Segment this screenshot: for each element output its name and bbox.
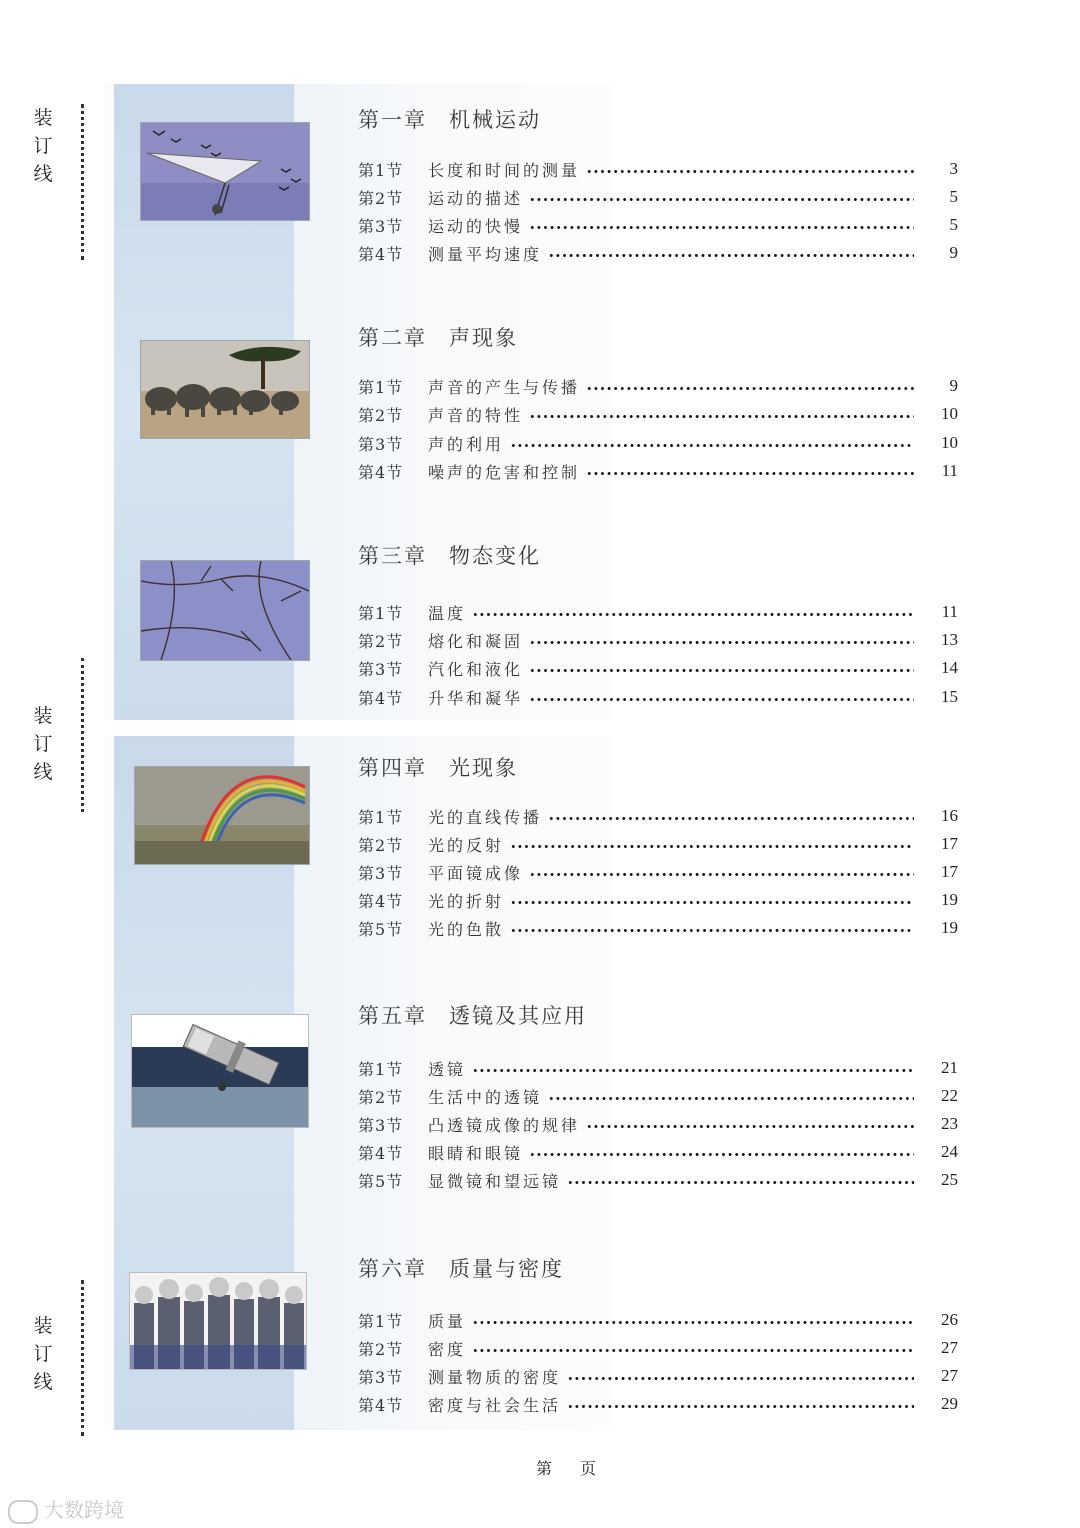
watermark <box>8 1494 124 1524</box>
chapter-heading: 第二章 声现象 <box>358 326 518 350</box>
page-number: 15 <box>941 687 958 706</box>
toc-entry[interactable]: 第3节 测量物质的密度 27 <box>358 1366 958 1387</box>
toc-entry[interactable]: 第4节 噪声的危害和控制 11 <box>358 461 958 482</box>
binding-char: 装 <box>33 705 53 727</box>
toc-entry[interactable]: 第4节 升华和凝华 15 <box>358 687 958 708</box>
toc-entry[interactable]: 第5节 光的色散 19 <box>358 918 958 939</box>
page-number: 27 <box>941 1366 958 1385</box>
chapter-photo-space-telescope <box>131 1014 309 1128</box>
footer-right: 页 <box>580 1459 625 1478</box>
chapter-heading: 第六章 质量与密度 <box>358 1257 564 1281</box>
page-footer <box>536 1456 624 1479</box>
page-number: 27 <box>941 1338 958 1357</box>
chapter-photo-hang-glider <box>140 122 310 221</box>
binding-char: 装 <box>33 1315 53 1337</box>
page-number: 19 <box>941 890 958 909</box>
watermark-text: 大数跨境 <box>44 1498 124 1522</box>
page-number: 11 <box>941 461 958 480</box>
toc-entry[interactable]: 第3节 声的利用 10 <box>358 433 958 454</box>
toc-entry[interactable]: 第2节 熔化和凝固 13 <box>358 630 958 651</box>
toc-entry[interactable]: 第3节 凸透镜成像的规律 23 <box>358 1114 958 1135</box>
binding-char: 线 <box>33 1371 53 1393</box>
toc-entry[interactable]: 第4节 眼睛和眼镜 24 <box>358 1142 958 1163</box>
page-number: 14 <box>941 658 958 677</box>
footer-left: 第 <box>536 1459 581 1478</box>
page-number: 21 <box>941 1058 958 1077</box>
page-number: 17 <box>941 834 958 853</box>
toc-entry[interactable]: 第1节 长度和时间的测量 3 <box>358 159 958 180</box>
chapter-heading: 第五章 透镜及其应用 <box>358 1004 587 1028</box>
toc-entry[interactable]: 第1节 光的直线传播 16 <box>358 806 958 827</box>
page-number: 10 <box>941 404 958 423</box>
toc-entry[interactable]: 第2节 光的反射 17 <box>358 834 958 855</box>
page-number: 22 <box>941 1086 958 1105</box>
page-number: 24 <box>941 1142 958 1161</box>
page-number: 9 <box>949 243 958 262</box>
toc-entry[interactable]: 第3节 平面镜成像 17 <box>358 862 958 883</box>
page-number: 19 <box>941 918 958 937</box>
page-number: 23 <box>941 1114 958 1133</box>
chapter-photo-rainbow <box>134 766 310 865</box>
toc-entry[interactable]: 第4节 密度与社会生活 29 <box>358 1394 958 1415</box>
chapter-heading: 第一章 机械运动 <box>358 108 541 132</box>
page-number: 29 <box>941 1394 958 1413</box>
page-number: 3 <box>949 159 958 178</box>
binding-char: 订 <box>33 135 53 157</box>
chapter-heading: 第四章 光现象 <box>358 756 518 780</box>
toc-entry[interactable]: 第4节 测量平均速度 9 <box>358 243 958 264</box>
page-number: 17 <box>941 862 958 881</box>
page-number: 25 <box>941 1170 958 1189</box>
page-number: 10 <box>941 433 958 452</box>
toc-entry[interactable]: 第2节 密度 27 <box>358 1338 958 1359</box>
binding-char: 线 <box>33 761 53 783</box>
binding-char: 装 <box>33 107 53 129</box>
page-number: 26 <box>941 1310 958 1329</box>
toc-entry[interactable]: 第2节 生活中的透镜 22 <box>358 1086 958 1107</box>
toc-entry[interactable]: 第2节 运动的描述 5 <box>358 187 958 208</box>
binding-char: 订 <box>33 1343 53 1365</box>
toc-entry[interactable]: 第5节 显微镜和望远镜 25 <box>358 1170 958 1191</box>
page-number: 13 <box>941 630 958 649</box>
toc-entry[interactable]: 第2节 声音的特性 10 <box>358 404 958 425</box>
binding-char: 线 <box>33 163 53 185</box>
page-number: 5 <box>949 187 958 206</box>
chapter-photo-elephants <box>140 340 310 439</box>
toc-entry[interactable]: 第3节 运动的快慢 5 <box>358 215 958 236</box>
page-number: 5 <box>949 215 958 234</box>
toc-entry[interactable]: 第3节 汽化和液化 14 <box>358 658 958 679</box>
watermark-logo-icon <box>8 1500 38 1524</box>
page-number: 16 <box>941 806 958 825</box>
page-number: 9 <box>949 376 958 395</box>
toc-entry[interactable]: 第1节 透镜 21 <box>358 1058 958 1079</box>
toc-entry[interactable]: 第1节 温度 11 <box>358 602 958 623</box>
chapter-photo-frost-branches <box>140 560 310 661</box>
binding-char: 订 <box>33 733 53 755</box>
chapter-photo-crowd <box>129 1272 307 1370</box>
page-number: 11 <box>941 602 958 621</box>
toc-entry[interactable]: 第4节 光的折射 19 <box>358 890 958 911</box>
toc-entry[interactable]: 第1节 声音的产生与传播 9 <box>358 376 958 397</box>
chapter-heading: 第三章 物态变化 <box>358 544 541 568</box>
toc-entry[interactable]: 第1节 质量 26 <box>358 1310 958 1331</box>
